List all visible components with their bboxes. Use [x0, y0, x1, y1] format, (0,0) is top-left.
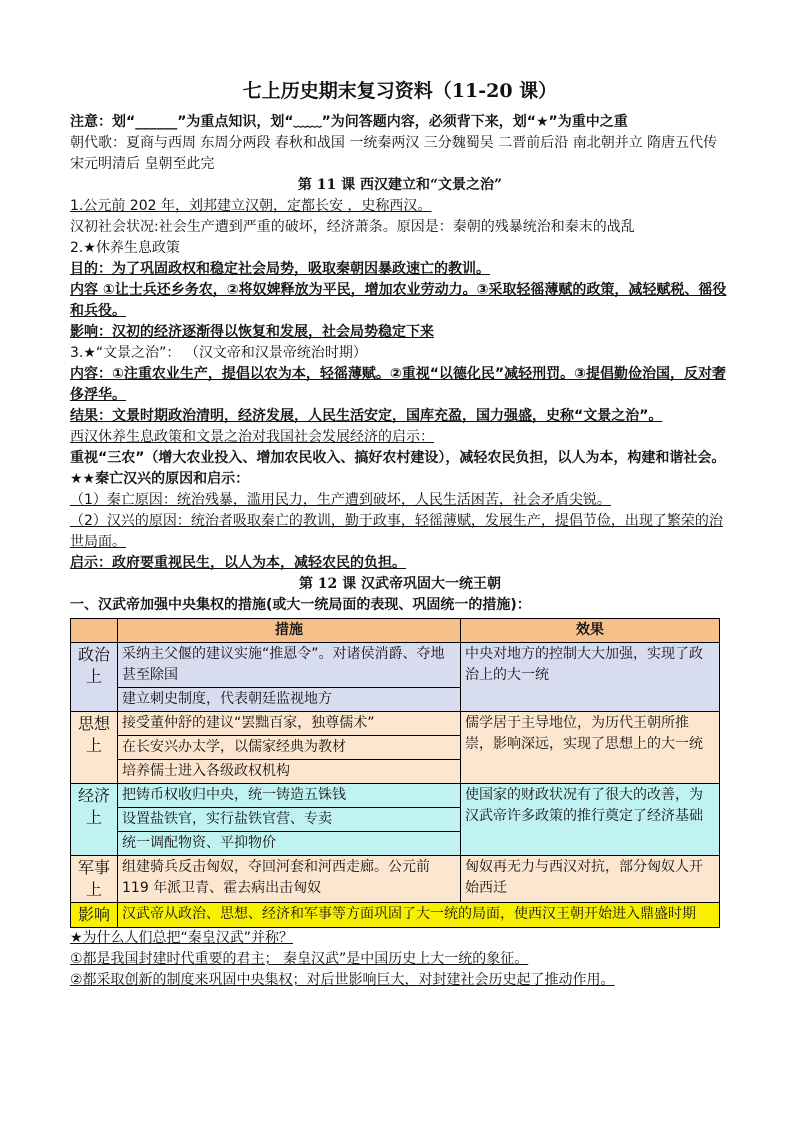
- l11-line-1: 1.公元前 202 年，刘邦建立汉朝，定都长安 ，史称西汉。: [70, 198, 432, 214]
- l11-line-4: 目的：为了巩固政权和稳定社会局势，吸取秦朝因暴政速亡的教训。: [70, 261, 490, 277]
- table-row: [71, 784, 720, 856]
- l11-line-10: 西汉休养生息政策和文景之治对我国社会发展经济的启示：: [70, 429, 434, 445]
- l11-line-13: （1）秦亡原因：统治残暴，滥用民力，生产遭到破坏，人民生活困苦，社会矛盾尖锐。: [70, 492, 611, 508]
- lesson-12-heading: 第 12 课 汉武帝巩固大一统王朝: [298, 576, 502, 592]
- table-corner: [71, 619, 118, 643]
- question: ★为什么人们总把“秦皇汉武”并称？: [70, 930, 294, 946]
- measures-table: [70, 618, 720, 928]
- l11-line-8: 内容：①注重农业生产，提倡以农为本，轻徭薄赋。②重视“以德化民”减轻刑罚。③提倡勤俭治国，反对奢侈浮华。: [70, 366, 726, 403]
- l11-line-11: 重视“三农”（增大农业投入、增加农民收入、搞好农村建设），减轻农民负担，以人为本，构建和谐社会。: [70, 450, 726, 466]
- row-category: 影响: [71, 903, 118, 928]
- l11-line-7: 3.★“文景之治”： （汉文帝和汉景帝统治时期）: [70, 345, 367, 361]
- table-row: [71, 856, 720, 903]
- measure-item: 培养儒士进入各级政权机构: [122, 763, 290, 779]
- l12-section: 一、汉武帝加强中央集权的措施(或大一统局面的表现、巩固统一的措施)：: [70, 597, 531, 613]
- l11-line-9: 结果：文景时期政治清明，经济发展，人民生活安定，国库充盈，国力强盛，史称“文景之治”。: [70, 408, 663, 424]
- l11-line-12: ★★秦亡汉兴的原因和启示：: [70, 471, 250, 487]
- row-effect: 匈奴再无力与西汉对抗，部分匈奴人开始西迁: [461, 856, 720, 903]
- l11-line-6: 影响：汉初的经济逐渐得以恢复和发展，社会局势稳定下来: [70, 324, 434, 340]
- measure-item: 把铸币权收归中央，统一铸造五铢钱: [118, 784, 460, 808]
- row-effect: 使国家的财政状况有了很大的改善，为汉武帝许多政策的推行奠定了经济基础: [461, 784, 720, 856]
- influence-text: 汉武帝从政治、思想、经济和军事等方面巩固了大一统的局面，使西汉王朝开始进入鼎盛时期: [118, 903, 720, 928]
- measure-item: 接受董仲舒的建议“罢黜百家，独尊儒术”: [118, 712, 460, 736]
- l11-line-14: （2）汉兴的原因：统治者吸取秦亡的教训，勤于政事，轻徭薄赋，发展生产，提倡节俭，出现了繁荣的治世局面。: [70, 513, 723, 550]
- table-row: [71, 903, 720, 928]
- row-effect: 中央对地方的控制大大加强，实现了政治上的大一统: [461, 643, 720, 712]
- l11-line-5: 内容 ①让士兵还乡务农，②将奴婢释放为平民，增加农业劳动力。③采取轻徭薄赋的政策，减轻赋税、徭役和兵役。: [70, 282, 727, 319]
- row-category: 思想上: [71, 712, 118, 784]
- answer-1: ①都是我国封建时代重要的君主； 秦皇汉武”是中国历史上大一统的象征。: [70, 951, 529, 967]
- col-effect: 效果: [461, 619, 720, 643]
- document-page: [70, 78, 730, 991]
- measure-item: 采纳主父偃的建议实施“推恩令”。对诸侯消爵、夺地甚至除国: [118, 643, 460, 688]
- dynasty-song: 朝代歌：夏商与西周 东周分两段 春秋和战国 一统秦两汉 三分魏蜀吴 二晋前后沿 南北朝并立 隋唐五代传 宋元明清后 皇朝至此完: [70, 135, 718, 172]
- lesson-11-heading: 第 11 课 西汉建立和“文景之治”: [297, 177, 503, 193]
- table-row: [71, 712, 720, 784]
- row-category: 军事上: [71, 856, 118, 903]
- table-row: [71, 643, 720, 712]
- measure-item: 组建骑兵反击匈奴，夺回河套和河西走廊。公元前 119 年派卫青、霍去病出击匈奴: [118, 856, 461, 903]
- measure-item: 设置盐铁官，实行盐铁官营、专卖: [118, 808, 460, 832]
- measure-item: 建立刺史制度，代表朝廷监视地方: [122, 691, 332, 707]
- row-category: 经济上: [71, 784, 118, 856]
- measure-item: 统一调配物资、平抑物价: [122, 835, 276, 851]
- l11-line-3: 2.★休养生息政策: [70, 240, 180, 256]
- l11-line-2: 汉初社会状况:社会生产遭到严重的破坏，经济萧条。原因是：秦朝的残暴统治和秦末的战乱: [70, 219, 635, 235]
- col-measure: 措施: [118, 619, 461, 643]
- answer-2: ②都采取创新的制度来巩固中央集权；对后世影响巨大，对封建社会历史起了推动作用。: [70, 972, 615, 988]
- row-effect: 儒学居于主导地位，为历代王朝所推崇，影响深远，实现了思想上的大一统: [461, 712, 720, 784]
- l11-line-15: 启示：政府要重视民生，以人为本，减轻农民的负担。: [70, 555, 406, 571]
- note-line: 注意：划“______”为重点知识，划“﹏﹏”为问答题内容，必须背下来，划“★”为重中之重: [70, 114, 628, 130]
- measure-item: 在长安兴办太学，以儒家经典为教材: [118, 736, 460, 760]
- row-category: 政治上: [71, 643, 118, 712]
- doc-title: 七上历史期末复习资料（11-20 课）: [242, 80, 558, 102]
